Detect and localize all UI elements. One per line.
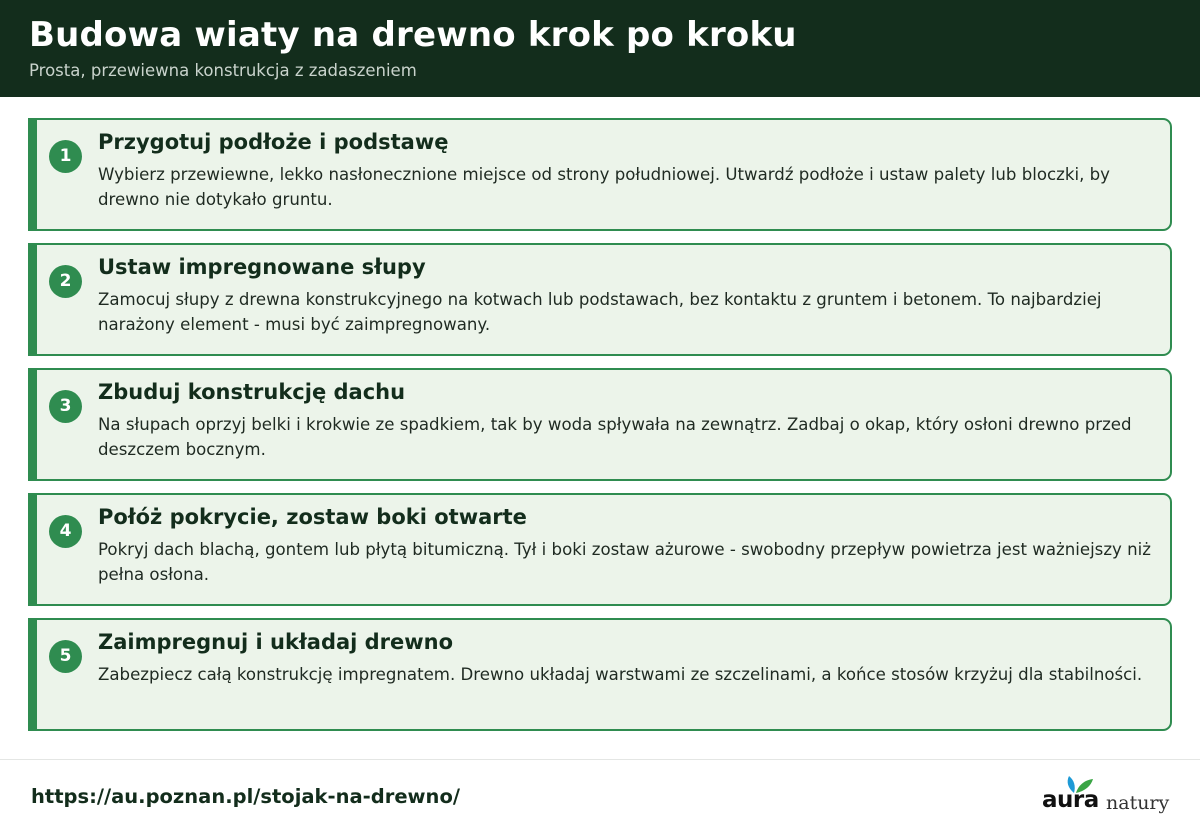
step-number-badge: 3 bbox=[49, 390, 82, 423]
logo-wordmark-aura: aura bbox=[1042, 787, 1099, 813]
step-number-badge: 1 bbox=[49, 140, 82, 173]
page-title: Budowa wiaty na drewno krok po kroku bbox=[29, 15, 797, 55]
step-card-2 bbox=[28, 243, 1172, 356]
step-description: Zabezpiecz całą konstrukcję impregnatem. Drewno układaj warstwami ze szczelinami, a końce stosów krzyżuj dla stabilności. bbox=[98, 665, 1143, 684]
step-card-1 bbox=[28, 118, 1172, 231]
step-number-badge: 2 bbox=[49, 265, 82, 298]
step-title: Zbuduj konstrukcję dachu bbox=[98, 380, 406, 404]
step-number-badge: 5 bbox=[49, 640, 82, 673]
step-title: Przygotuj podłoże i podstawę bbox=[98, 130, 449, 154]
step-description: Wybierz przewiewne, lekko nasłonecznione miejsce od strony południowej. Utwardź podłoże i ustaw palety lub bloczki, by drewno nie dotykało gruntu. bbox=[98, 165, 1110, 209]
step-card-3 bbox=[28, 368, 1172, 481]
step-number-badge: 4 bbox=[49, 515, 82, 548]
step-description: Zamocuj słupy z drewna konstrukcyjnego na kotwach lub podstawach, bez kontaktu z gruntem i betonem. To najbardziej narażony element - musi być zaimpregnowany. bbox=[98, 290, 1102, 334]
step-title: Zaimpregnuj i układaj drewno bbox=[98, 630, 454, 654]
page-header bbox=[0, 0, 1200, 97]
step-description: Pokryj dach blachą, gontem lub płytą bitumiczną. Tył i boki zostaw ażurowe - swobodny przepływ powietrza jest ważniejszy niż pełna osłona. bbox=[98, 540, 1151, 584]
page-subtitle: Prosta, przewiewna konstrukcja z zadaszeniem bbox=[29, 61, 417, 80]
steps-list bbox=[28, 118, 1173, 743]
source-url-link[interactable]: https://au.poznan.pl/stojak-na-drewno/ bbox=[31, 785, 460, 808]
brand-logo bbox=[1038, 774, 1174, 818]
step-card-5 bbox=[28, 618, 1172, 731]
step-title: Ustaw impregnowane słupy bbox=[98, 255, 426, 279]
step-card-4 bbox=[28, 493, 1172, 606]
footer-divider bbox=[0, 759, 1200, 760]
logo-wordmark-natury: natury bbox=[1106, 792, 1170, 814]
step-description: Na słupach oprzyj belki i krokwie ze spadkiem, tak by woda spływała na zewnątrz. Zadbaj o okap, który osłoni drewno przed deszczem bocznym. bbox=[98, 415, 1132, 459]
step-title: Połóż pokrycie, zostaw boki otwarte bbox=[98, 505, 527, 529]
